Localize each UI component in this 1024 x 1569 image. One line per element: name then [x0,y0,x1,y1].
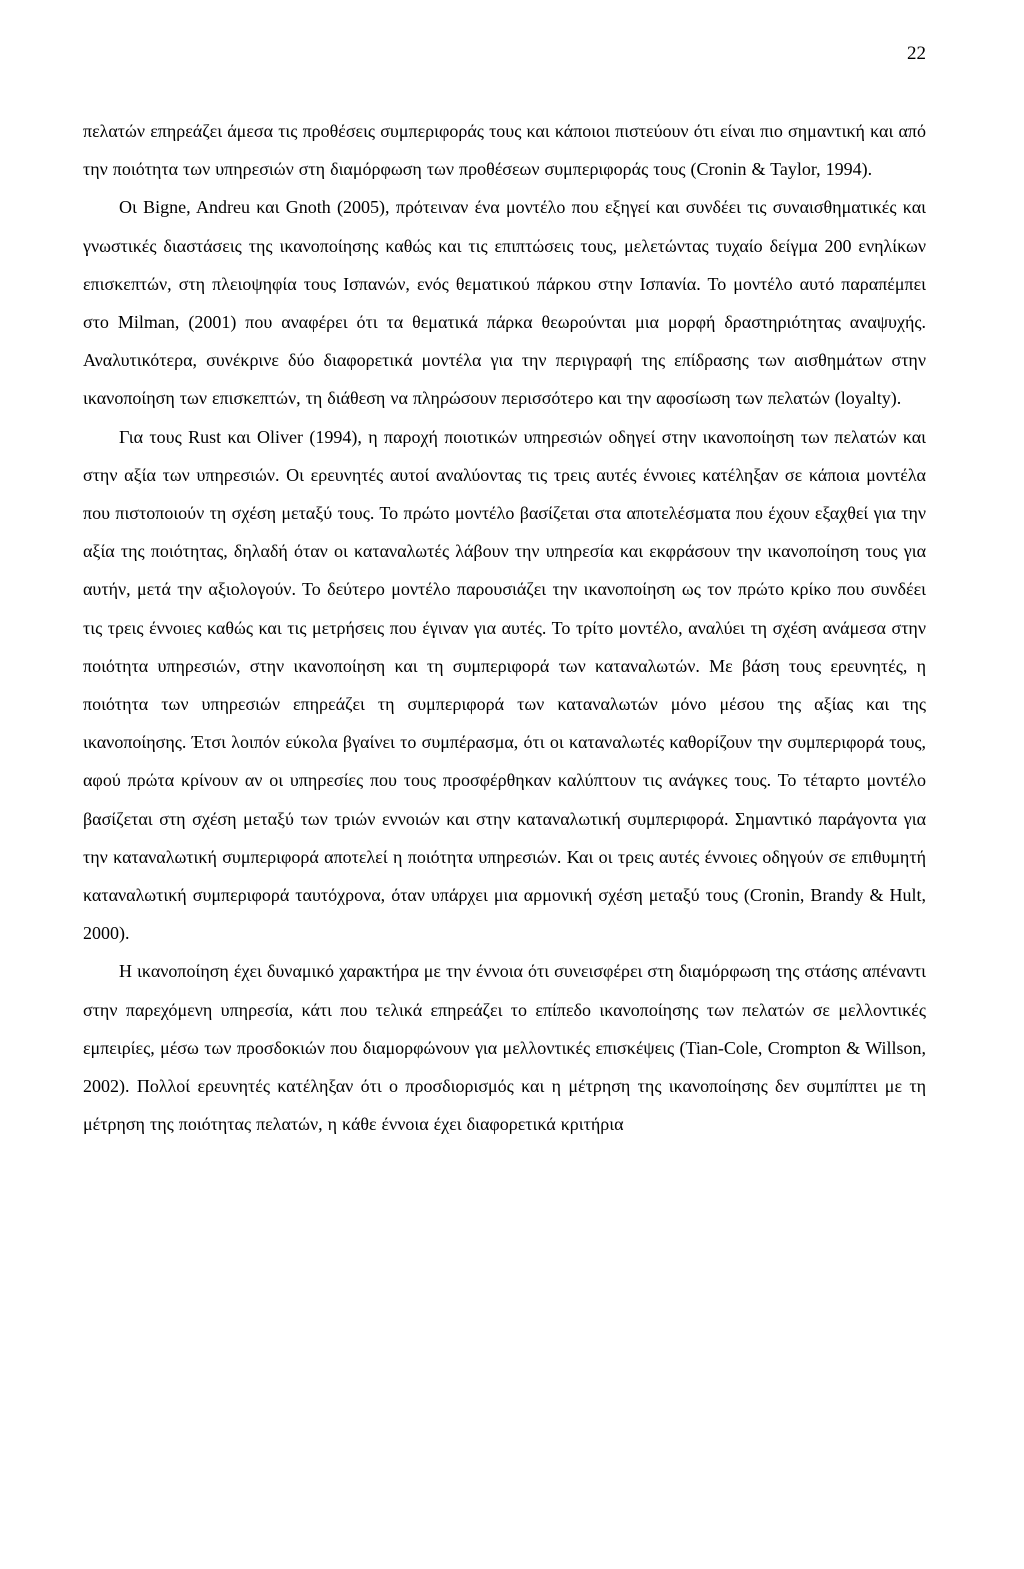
paragraph-2: Οι Bigne, Andreu και Gnoth (2005), πρότειναν ένα μοντέλο που εξηγεί και συνδέει τις συναισθηματικές και γνωστικές διαστάσεις της ικανοποίησης καθώς και τις επιπτώσεις τους, μελετώντας τυχαίο δείγμα 200 ενηλίκων επισκεπτών, στη πλειοψηφία τους Ισπανών, ενός θεματικού πάρκου στην Ισπανία. Το μοντέλο αυτό παραπέμπει στο Milman, (2001) που αναφέρει ότι τα θεματικά πάρκα θεωρούνται μια μορφή δραστηριότητας αναψυχής. Αναλυτικότερα, συνέκρινε δύο διαφορετικά μοντέλα για την περιγραφή της επίδρασης των αισθημάτων στην ικανοποίηση των επισκεπτών, τη διάθεση να πληρώσουν περισσότερο και την αφοσίωση των πελατών (loyalty). [83,197,926,409]
page-number: 22 [907,43,926,64]
paragraph-4: Η ικανοποίηση έχει δυναμικό χαρακτήρα με την έννοια ότι συνεισφέρει στη διαμόρφωση της στάσης απέναντι στην παρεχόμενη υπηρεσία, κάτι που τελικά επηρεάζει το επίπεδο ικανοποίησης των πελατών σε μελλοντικές εμπειρίες, μέσω των προσδοκιών που διαμορφώνουν για μελλοντικές επισκέψεις (Tian-Cole, Crompton & Willson, 2002). Πολλοί ερευνητές κατέληξαν ότι ο προσδιορισμός και η μέτρηση της ικανοποίησης δεν συμπίπτει με τη μέτρηση της ποιότητας πελατών, η κάθε έννοια έχει διαφορετικά κριτήρια [83,961,926,1135]
paragraph-1: πελατών επηρεάζει άμεσα τις προθέσεις συμπεριφοράς τους και κάποιοι πιστεύουν ότι είναι πιο σημαντική και από την ποιότητα των υπηρεσιών στη διαμόρφωση των προθέσεων συμπεριφοράς τους (Cronin & Taylor, 1994). [83,121,926,180]
body-text [83,112,926,1143]
paragraph-3: Για τους Rust και Oliver (1994), η παροχή ποιοτικών υπηρεσιών οδηγεί στην ικανοποίηση των πελατών και στην αξία των υπηρεσιών. Οι ερευνητές αυτοί αναλύοντας τις τρεις αυτές έννοιες κατέληξαν σε κάποια μοντέλα που πιστοποιούν τη σχέση μεταξύ τους. Το πρώτο μοντέλο βασίζεται στα αποτελέσματα που έχουν εξαχθεί για την αξία της ποιότητας, δηλαδή όταν οι καταναλωτές λάβουν την υπηρεσία και εκφράσουν την ικανοποίηση τους για αυτήν, μετά την αξιολογούν. Το δεύτερο μοντέλο παρουσιάζει την ικανοποίηση ως τον πρώτο κρίκο που συνδέει τις τρεις έννοιες καθώς και τις μετρήσεις που έγιναν για αυτές. Το τρίτο μοντέλο, αναλύει τη σχέση ανάμεσα στην ποιότητα υπηρεσιών, στην ικανοποίηση και τη συμπεριφορά των καταναλωτών. Με βάση τους ερευνητές, η ποιότητα των υπηρεσιών επηρεάζει τη συμπεριφορά των καταναλωτών μόνο μέσου της αξίας και της ικανοποίησης. Έτσι λοιπόν εύκολα βγαίνει το συμπέρασμα, ότι οι καταναλωτές καθορίζουν την συμπεριφορά τους, αφού πρώτα κρίνουν αν οι υπηρεσίες που τους προσφέρθηκαν καλύπτουν τις ανάγκες τους. Το τέταρτο μοντέλο βασίζεται στη σχέση μεταξύ των τριών εννοιών και στην καταναλωτική συμπεριφορά. Σημαντικό παράγοντα για την καταναλωτική συμπεριφορά αποτελεί η ποιότητα υπηρεσιών. Και οι τρεις αυτές έννοιες οδηγούν σε επιθυμητή καταναλωτική συμπεριφορά ταυτόχρονα, όταν υπάρχει μια αρμονική σχέση μεταξύ τους (Cronin, Brandy & Hult, 2000). [83,426,926,944]
